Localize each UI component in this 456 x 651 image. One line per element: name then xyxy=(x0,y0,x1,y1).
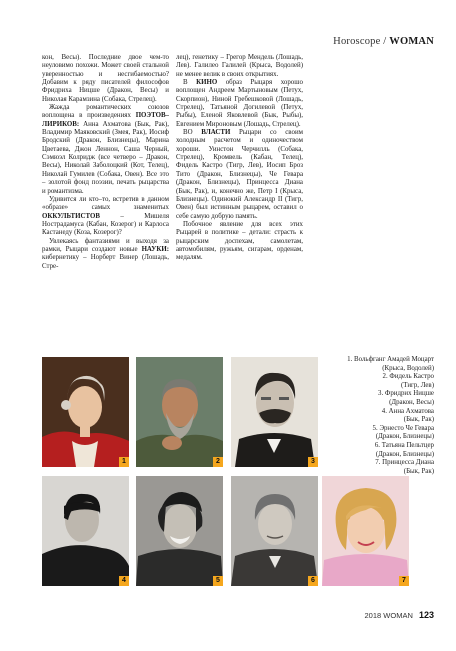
text-run: ВО xyxy=(183,129,202,137)
portrait-castro-icon xyxy=(136,357,223,467)
paragraph xyxy=(42,104,169,196)
caption-line: (Бык, Рак) xyxy=(403,416,434,424)
caption-line: 1. Вольфганг Амадей Моцарт xyxy=(347,356,434,363)
paragraph: лец), генетику – Грегор Мендель (Лошадь, Лев). Галилео Галилей (Крыса, Водолей) не менее велик в своих открытиях. xyxy=(176,54,303,78)
photo-diana xyxy=(322,476,409,586)
portrait-che-icon xyxy=(136,476,223,586)
caption-line: 2. Фидель Кастро xyxy=(382,373,434,381)
portrait-nietzsche-icon xyxy=(231,357,318,467)
text-run: образ Рыцаря хорошо воплощен Андреем Мартыновым (Петух, Скорпион), Ниной Гребешковой (Лошадь, Стрелец), Татьяной Догилевой (Петух, Рыбы), Еленой Яковлевой (Бык, Рыбы), Евгением Мироновым (Лошадь, Стрелец). xyxy=(176,79,303,128)
page-footer xyxy=(365,610,434,620)
running-header xyxy=(333,36,434,47)
paragraph xyxy=(176,79,303,129)
caption-line: (Крыса, Водолей) xyxy=(382,364,434,372)
photo-number-badge: 4 xyxy=(119,576,129,586)
caption-line: 6. Татьяна Пельтцер xyxy=(374,441,434,449)
photo-number-badge: 7 xyxy=(399,576,409,586)
section-title: Horoscope xyxy=(333,36,381,47)
page-number: 123 xyxy=(418,610,434,620)
paragraph xyxy=(42,196,169,238)
photo-mozart xyxy=(42,357,129,467)
caption-line: 4. Анна Ахматова xyxy=(381,407,434,415)
caption-line: 3. Фридрих Ницше xyxy=(378,390,434,398)
photo-che xyxy=(136,476,223,586)
bold-keyword: НАУКИ: xyxy=(141,245,169,253)
text-run: кибернетику – Норберт Винер (Лошадь, Стре- xyxy=(42,254,169,270)
text-column-2 xyxy=(176,54,303,263)
caption-line: (Дракон, Весы) xyxy=(389,398,434,406)
text-run: Рыцари со своим холодным расчетом и одиночеством хороши. Уинстон Черчилль (Собака, Стрелец), Кромвель (Кабан, Телец), Фидель Кастро (Тигр, Лев), Иосип Броз Тито (Дракон, Близнецы), Че Гевара (Дракон, Близнецы), Принцесса Диана (Бык, Рак), и, конечно же, Петр I (Крыса, Близнецы). Одинокий Александр II (Тигр, Овен) был истинным рыцарем, оставил о себе самую добрую память. xyxy=(176,129,303,220)
text-run: Увлекаясь фантазиями и выходя за рамки, Рыцари создают новые xyxy=(42,237,169,253)
paragraph xyxy=(42,238,169,271)
bold-keyword: КИНО xyxy=(196,79,218,87)
bold-keyword: ОККУЛЬТИСТОВ xyxy=(42,212,100,220)
text-run: Удивится ли кто–то, встретив в данном «образе» самых знаменитых xyxy=(42,195,169,212)
caption-line: 5. Эрнесто Че Гевара xyxy=(372,424,434,432)
text-column-1 xyxy=(42,54,169,271)
portrait-mozart-icon xyxy=(42,357,129,467)
portrait-peltzer-icon xyxy=(231,476,318,586)
photo-peltzer xyxy=(231,476,318,586)
paragraph: кон, Весы). Последние двое чем-то неуловимо похожи. Может своей стальной уверенностью и несгибаемостью? Добавим к ряду писателей философов Фридриха Ницше (Дракон, Весы) и Николая Карамзина (Собака, Стрелец). xyxy=(42,54,169,103)
caption-line: (Дракон, Близнецы) xyxy=(375,450,434,458)
text-run: – Мишеля Нострадамуса (Кабан, Козерог) и Карлоса Кастанеду (Коза, Козерог)? xyxy=(42,212,169,237)
photo-number-badge: 5 xyxy=(213,576,223,586)
bold-keyword: ВЛАСТИ xyxy=(201,129,231,137)
portrait-akhmatova-icon xyxy=(42,476,129,586)
photo-number-badge: 1 xyxy=(119,457,129,467)
text-run: Жажда романтических союзов воплощена в произведениях xyxy=(42,104,169,120)
text-run: Анна Ахматова (Бык, Рак), Владимир Маяковский (Змея, Рак), Иосиф Бродский (Дракон, Близнецы), Марина Цветаева, Джон Леннон, Саша Черный, Сэмюэл Колридж (все четверо – Дракон, Весы), Николай Заболоцкий (Кот, Телец), Николай Гумилев (Собака, Овен). Все это – золотой фонд поэзии, печать рыцарства и романтизма. xyxy=(42,120,169,195)
caption-line: (Дракон, Близнецы) xyxy=(375,433,434,441)
caption-line: (Бык, Рак) xyxy=(403,467,434,475)
text-run: В xyxy=(183,79,197,87)
caption-line: 7. Принцесса Диана xyxy=(375,459,434,467)
photo-number-badge: 3 xyxy=(308,457,318,467)
header-separator: / xyxy=(383,36,387,47)
photo-nietzsche xyxy=(231,357,318,467)
paragraph: Побочное явление для всех этих Рыцарей в политике – детали: страсть к рыцарским доспехам, самолетам, автомобилям, ружьям, сигарам, орденам, медалям. xyxy=(176,220,303,262)
bold-keyword: ПОЭТОВ–ЛИРИКОВ: xyxy=(42,112,169,128)
photo-castro xyxy=(136,357,223,467)
magazine-name: WOMAN xyxy=(389,36,434,47)
footer-magazine: 2018 WOMAN xyxy=(364,611,413,620)
portrait-diana-icon xyxy=(322,476,409,586)
photo-akhmatova xyxy=(42,476,129,586)
photo-captions xyxy=(318,356,434,476)
paragraph xyxy=(176,129,303,221)
photo-number-badge: 2 xyxy=(213,457,223,467)
photo-number-badge: 6 xyxy=(308,576,318,586)
caption-line: (Тигр, Лев) xyxy=(401,381,434,389)
